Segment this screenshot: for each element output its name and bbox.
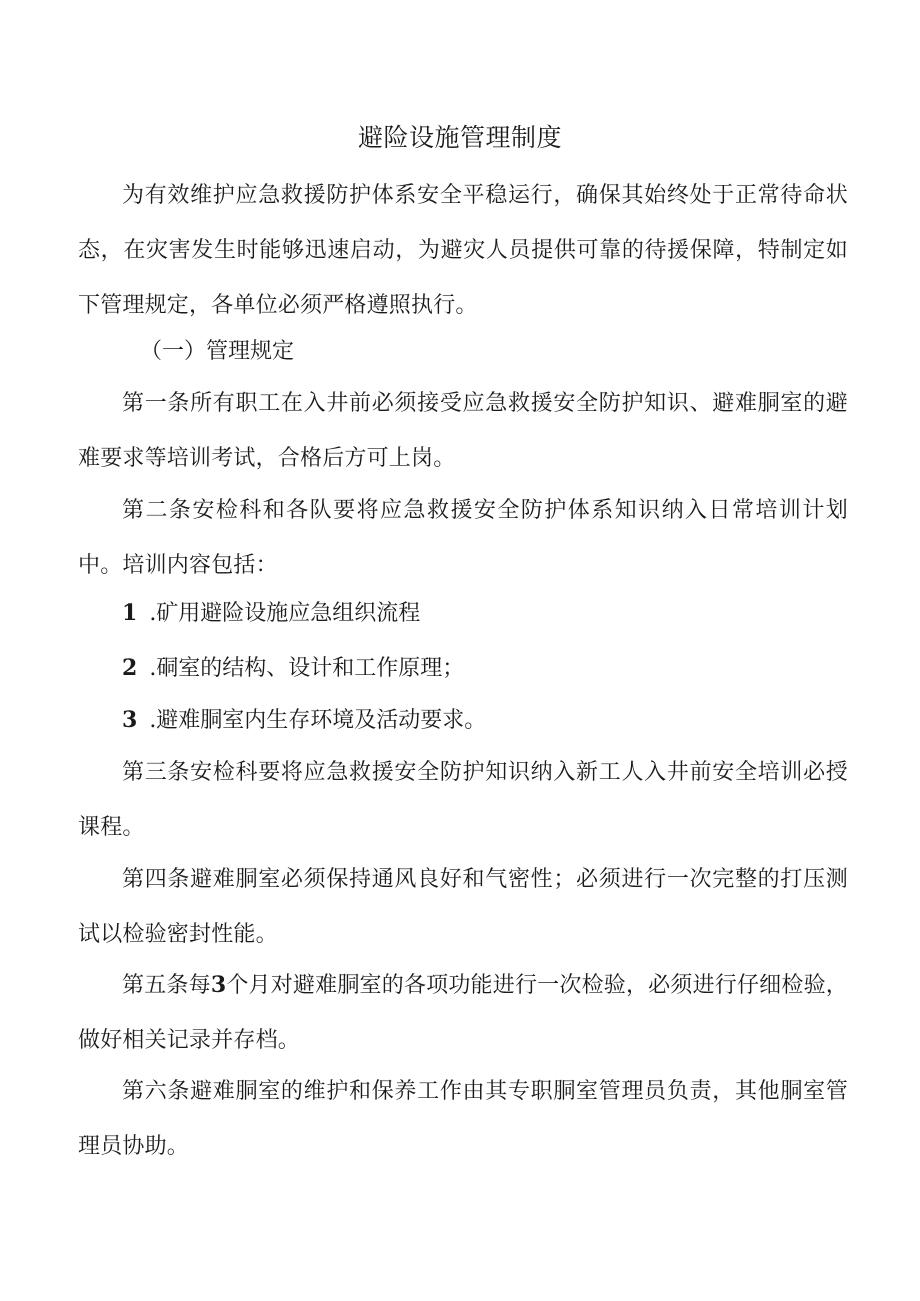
list-item-number: 3 xyxy=(122,707,138,733)
article-5-paragraph xyxy=(78,958,848,1068)
list-item-text: .硐室的结构、设计和工作原理； xyxy=(149,656,465,681)
article-5-prefix: 第五条每 xyxy=(122,973,211,998)
list-item-text: .避难胴室内生存环境及活动要求。 xyxy=(149,708,487,733)
article-6-paragraph: 第六条避难胴室的维护和保养工作由其专职胴室管理员负责，其他胴室管理员协助。 xyxy=(78,1079,848,1159)
list-item xyxy=(122,648,464,689)
list-item-text: .矿用避险设施应急组织流程 xyxy=(149,601,421,626)
document-title: 避险设施管理制度 xyxy=(357,123,562,152)
section-heading: （一）管理规定 xyxy=(140,339,295,364)
list-item-number: 1 xyxy=(122,600,138,626)
article-5-number: 3 xyxy=(210,972,227,998)
article-2-paragraph: 第二条安检科和各队要将应急救援安全防护体系知识纳入日常培训计划中。培训内容包括： xyxy=(78,498,848,578)
article-1-paragraph: 第一条所有职工在入井前必须接受应急救援安全防护知识、避难胴室的避难要求等培训考试，合格后方可上岗。 xyxy=(78,391,848,471)
intro-paragraph: 为有效维护应急救援防护体系安全平稳运行，确保其始终处于正常待命状态，在灾害发生时能够迅速启动，为避灾人员提供可靠的待援保障，特制定如下管理规定，各单位必须严格遵照执行。 xyxy=(78,183,848,318)
list-item-number: 2 xyxy=(122,655,138,681)
list-item xyxy=(122,700,486,741)
article-4-paragraph: 第四条避难胴室必须保持通风良好和气密性；必须进行一次完整的打压测试以检验密封性能。 xyxy=(78,867,848,947)
list-item xyxy=(122,593,420,634)
article-5-suffix: 个月对避难胴室的各项功能进行一次检验，必须进行仔细检验，做好相关记录并存档。 xyxy=(78,973,848,1053)
article-3-paragraph: 第三条安检科要将应急救援安全防护知识纳入新工人入井前安全培训必授课程。 xyxy=(78,760,848,840)
